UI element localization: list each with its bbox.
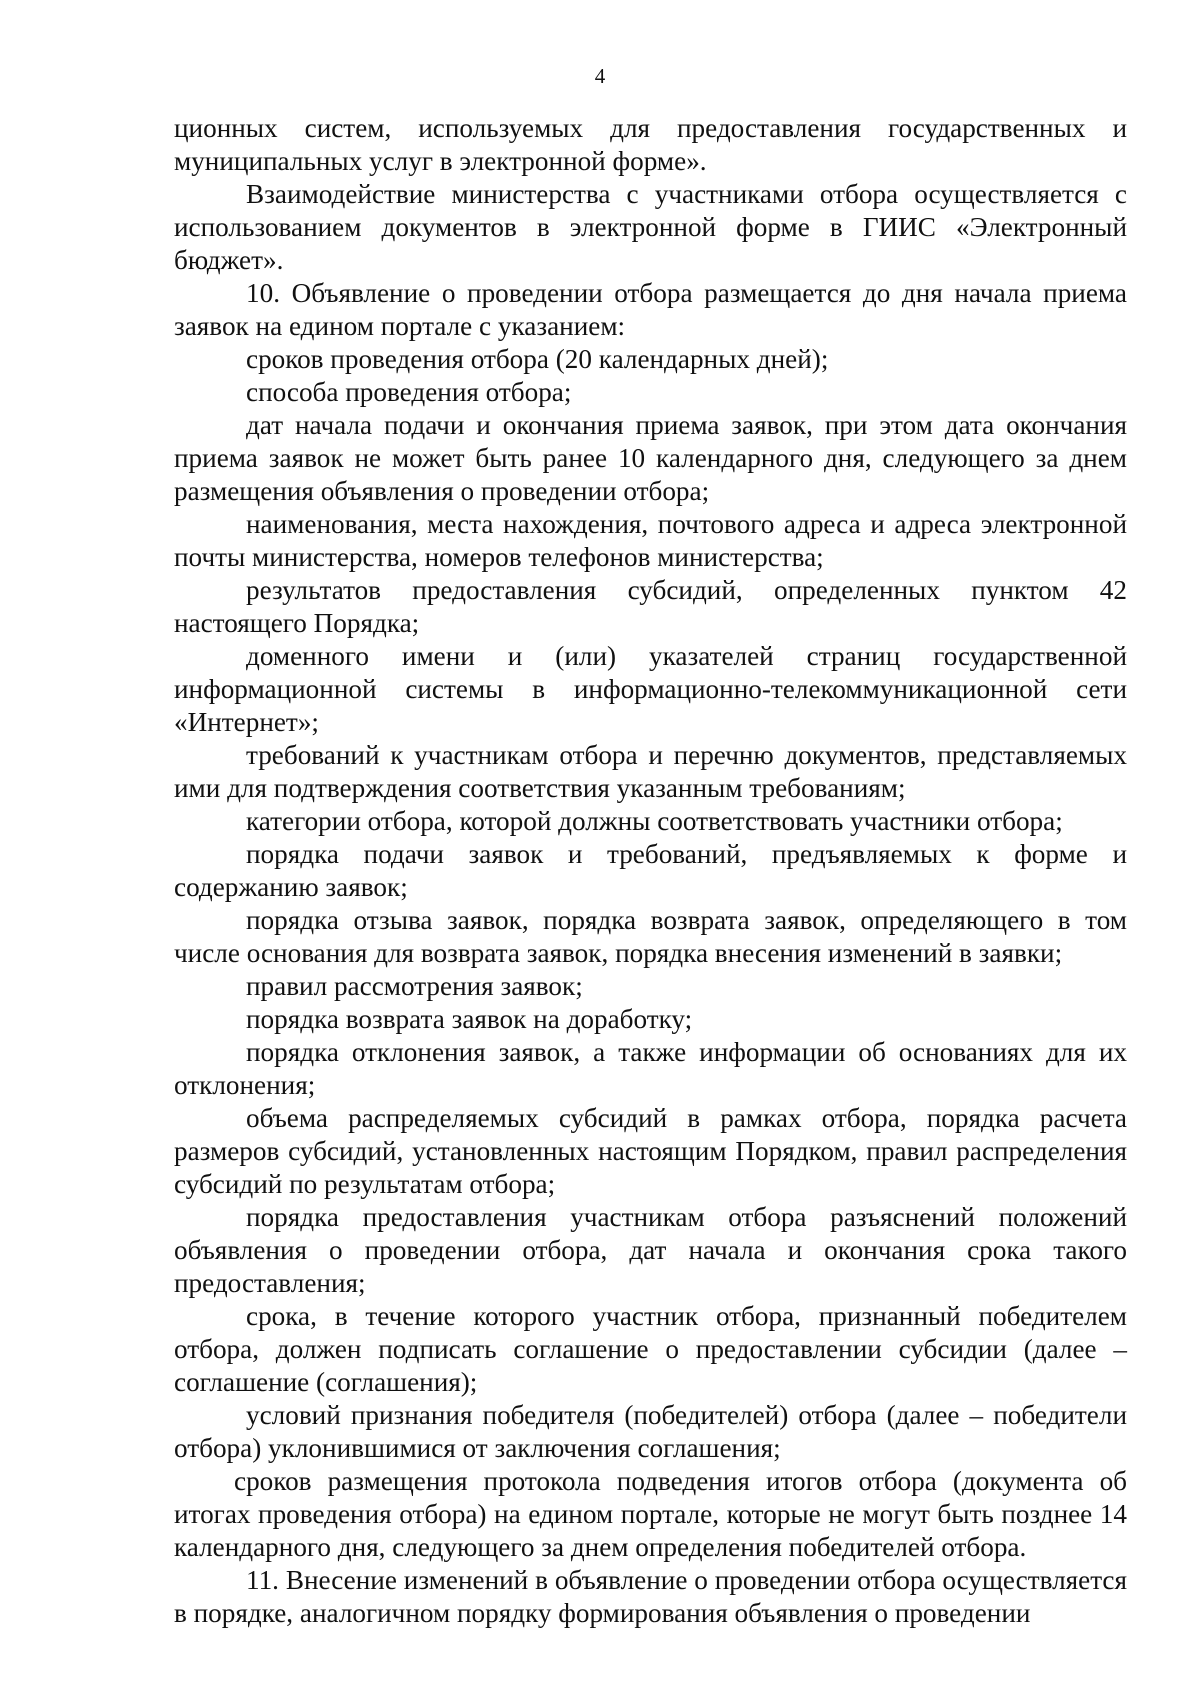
page-number: 4 xyxy=(594,64,606,88)
paragraph-continuation: ционных систем, используемых для предоставления государственных и муниципальных услуг в электронной форме». xyxy=(174,113,1127,176)
list-item: требований к участникам отбора и перечню документов, представляемых ими для подтверждения соответствия указанным требованиям; xyxy=(174,740,1127,803)
list-item: категории отбора, которой должны соответствовать участники отбора; xyxy=(246,806,1063,836)
list-item: доменного имени и (или) указателей страниц государственной информационной системы в информационно-телекоммуникационной сети «Интернет»; xyxy=(174,641,1127,737)
list-item: способа проведения отбора; xyxy=(246,377,572,407)
list-item: условий признания победителя (победителей) отбора (далее – победители отбора) уклонившимися от заключения соглашения; xyxy=(174,1400,1127,1463)
list-item: правил рассмотрения заявок; xyxy=(246,971,583,1001)
list-item: дат начала подачи и окончания приема заявок, при этом дата окончания приема заявок не может быть ранее 10 календарного дня, следующего за днем размещения объявления о проведении отбора; xyxy=(174,410,1127,506)
list-item: сроков проведения отбора (20 календарных дней); xyxy=(246,344,829,374)
list-item: сроков размещения протокола подведения итогов отбора (документа об итогах проведения отбора) на едином портале, которые не могут быть позднее 14 календарного дня, следующего за днем определения победителей отбора. xyxy=(174,1466,1127,1562)
list-item: порядка возврата заявок на доработку; xyxy=(246,1004,693,1034)
list-item: порядка подачи заявок и требований, предъявляемых к форме и содержанию заявок; xyxy=(174,839,1127,902)
list-item: порядка предоставления участникам отбора разъяснений положений объявления о проведении отбора, дат начала и окончания срока такого предоставления; xyxy=(174,1202,1127,1298)
paragraph-section-10: 10. Объявление о проведении отбора размещается до дня начала приема заявок на едином портале с указанием: xyxy=(174,278,1127,341)
list-item: срока, в течение которого участник отбора, признанный победителем отбора, должен подписать соглашение о предоставлении субсидии (далее – соглашение (соглашения); xyxy=(174,1301,1127,1397)
list-item: порядка отклонения заявок, а также информации об основаниях для их отклонения; xyxy=(174,1037,1127,1100)
list-item: порядка отзыва заявок, порядка возврата заявок, определяющего в том числе основания для возврата заявок, порядка внесения изменений в заявки; xyxy=(174,905,1127,968)
paragraph-section-11: 11. Внесение изменений в объявление о проведении отбора осуществляется в порядке, аналогичном порядку формирования объявления о проведении xyxy=(174,1565,1127,1628)
list-item: результатов предоставления субсидий, определенных пунктом 42 настоящего Порядка; xyxy=(174,575,1127,638)
list-item: наименования, места нахождения, почтового адреса и адреса электронной почты министерства, номеров телефонов министерства; xyxy=(174,509,1127,572)
list-item: объема распределяемых субсидий в рамках отбора, порядка расчета размеров субсидий, установленных настоящим Порядком, правил распределения субсидий по результатам отбора; xyxy=(174,1103,1127,1199)
document-body xyxy=(174,112,1127,1630)
paragraph-interaction: Взаимодействие министерства с участниками отбора осуществляется с использованием документов в электронной форме в ГИИС «Электронный бюджет». xyxy=(174,179,1127,275)
